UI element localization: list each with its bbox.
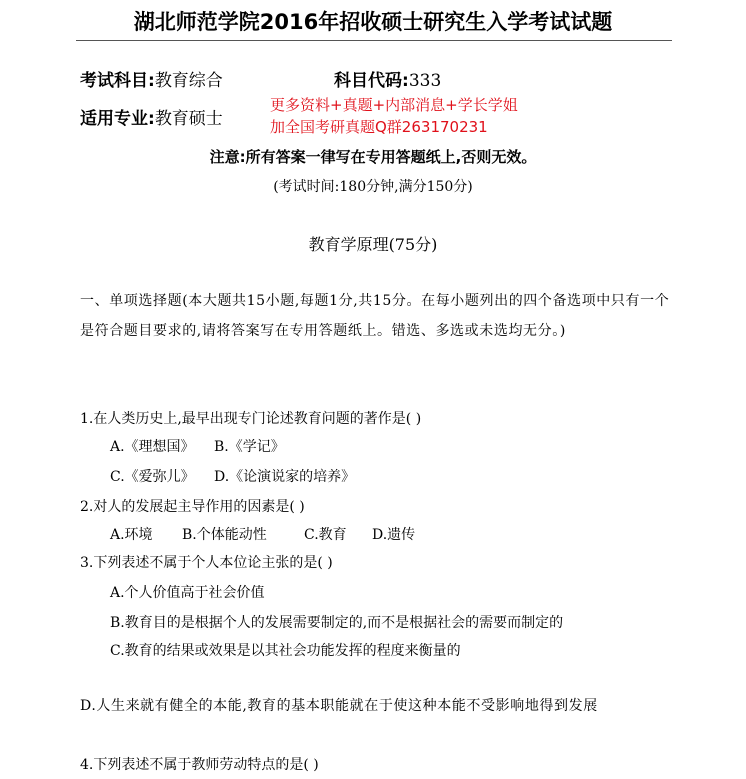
question-1-option-c: C.《爱弥儿》	[110, 469, 195, 485]
question-2-option-b: B.个体能动性	[182, 527, 267, 543]
major-row	[80, 104, 223, 129]
question-1-option-b: B.《学记》	[214, 439, 285, 455]
title-divider	[76, 40, 672, 41]
subject-label: 考试科目:	[80, 71, 155, 91]
question-3-option-d: D.人生来就有健全的本能,教育的基本职能就在于使这种本能不受影响地得到发展	[80, 698, 598, 714]
promo-line-1: 更多资料+真题+内部消息+学长学姐	[270, 96, 518, 114]
code-label: 科目代码:	[334, 71, 409, 91]
question-1-option-a: A.《理想国》	[110, 439, 195, 455]
promo-line-2: 加全国考研真题Q群263170231	[270, 118, 488, 136]
question-4-stem: 4.下列表述不属于教师劳动特点的是( )	[80, 757, 319, 773]
exam-time: (考试时间:180分钟,满分150分)	[273, 179, 473, 195]
question-3-stem: 3.下列表述不属于个人本位论主张的是( )	[80, 555, 333, 571]
question-2-option-d: D.遗传	[372, 527, 416, 543]
section-title: 教育学原理(75分)	[308, 235, 438, 254]
question-3-option-b: B.教育目的是根据个人的发展需要制定的,而不是根据社会的需要而制定的	[110, 615, 564, 631]
question-3-option-a: A.个人价值高于社会价值	[110, 585, 265, 601]
question-3-option-c: C.教育的结果或效果是以其社会功能发挥的程度来衡量的	[110, 643, 461, 659]
subject-row	[80, 66, 223, 91]
question-1-stem: 1.在人类历史上,最早出现专门论述教育问题的著作是( )	[80, 411, 422, 427]
code-value: 333	[408, 71, 442, 91]
instructions-paragraph: 一、单项选择题(本大题共15小题,每题1分,共15分。在每小题列出的四个备选项中只有一个是符合题目要求的,请将答案写在专用答题纸上。错选、多选或未选均无分。)	[80, 293, 670, 339]
question-2-option-c: C.教育	[304, 527, 347, 543]
code-row	[334, 66, 441, 91]
subject-value: 教育综合	[154, 71, 223, 91]
question-1-option-d: D.《论演说家的培养》	[214, 469, 356, 485]
question-2-option-a: A.环境	[110, 527, 153, 543]
notice-text: 注意:所有答案一律写在专用答题纸上,否则无效。	[209, 148, 537, 166]
major-label: 适用专业:	[80, 109, 155, 129]
question-2-stem: 2.对人的发展起主导作用的因素是( )	[80, 499, 305, 515]
exam-title: 湖北师范学院2016年招收硕士研究生入学考试试题	[133, 10, 613, 34]
major-value: 教育硕士	[154, 109, 223, 129]
